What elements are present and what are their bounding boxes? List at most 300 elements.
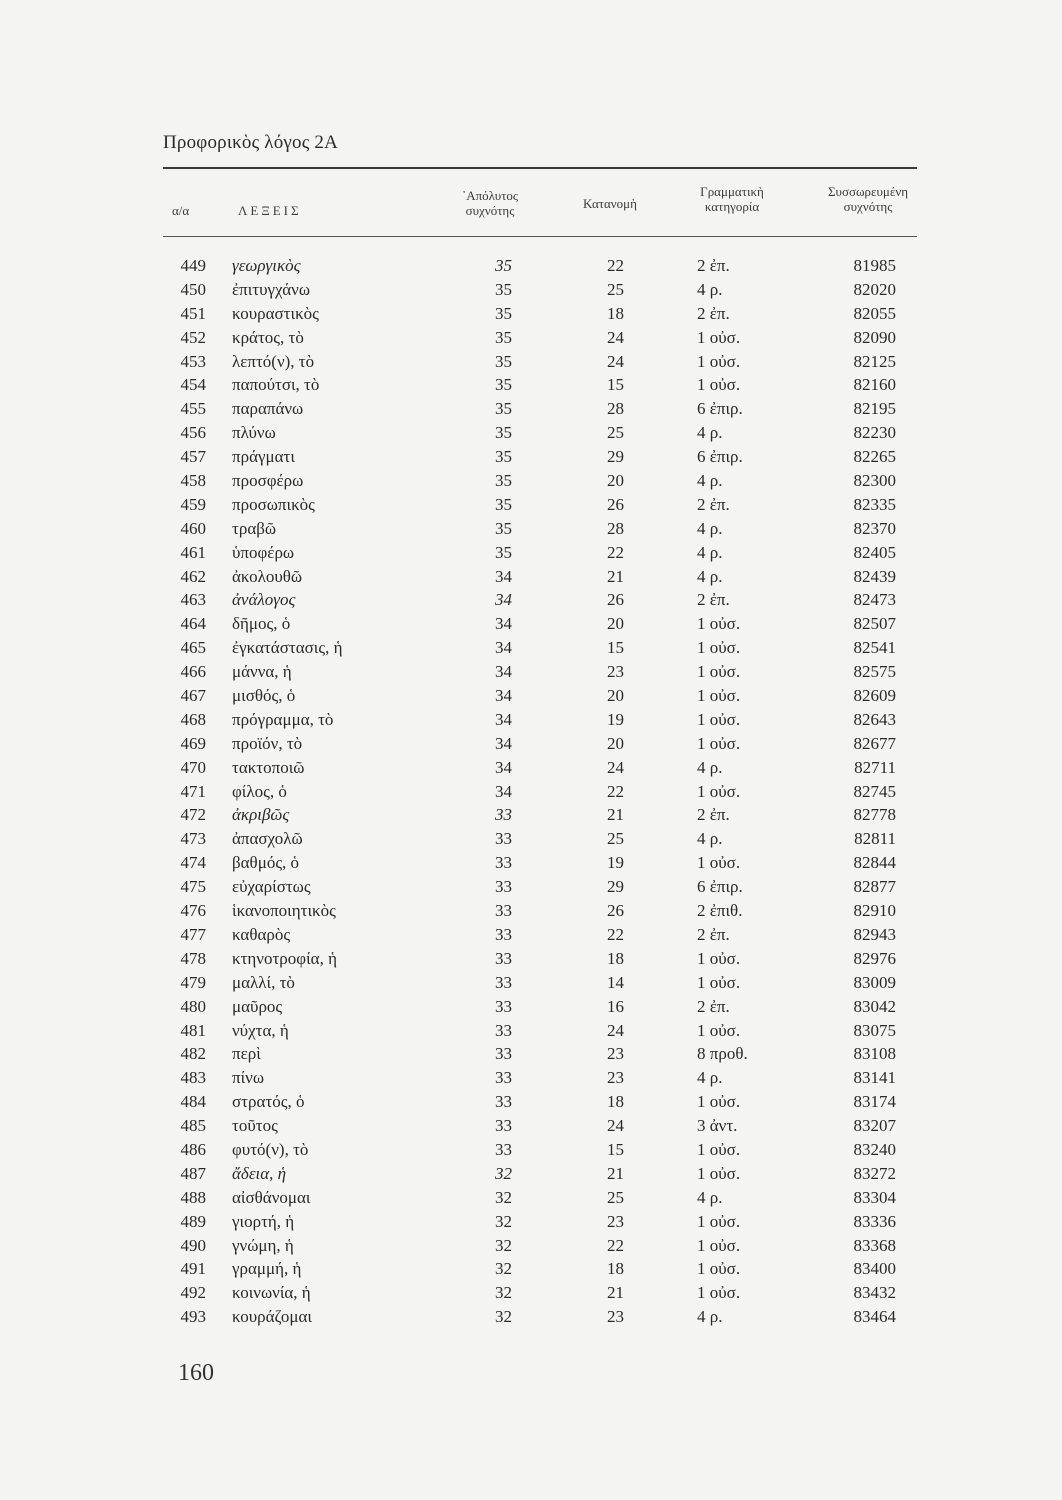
row-cumulative-frequency: 83304 — [853, 1187, 896, 1207]
row-absolute-frequency: 33 — [495, 901, 512, 921]
row-cumulative-frequency: 82160 — [853, 375, 896, 395]
table-row — [0, 638, 1062, 662]
table-row — [0, 662, 1062, 686]
row-index: 478 — [180, 948, 206, 968]
row-index: 462 — [180, 566, 206, 586]
header-grammatical-category-line2: κατηγορία — [704, 199, 760, 214]
row-absolute-frequency: 35 — [495, 518, 512, 538]
table-row — [0, 1164, 1062, 1188]
table-row — [0, 1259, 1062, 1283]
row-distribution: 16 — [607, 996, 624, 1016]
row-absolute-frequency: 35 — [495, 327, 512, 347]
row-absolute-frequency: 32 — [495, 1211, 512, 1231]
row-index: 475 — [180, 877, 206, 897]
row-index: 456 — [180, 423, 206, 443]
row-distribution: 21 — [607, 1163, 624, 1183]
table-row — [0, 567, 1062, 591]
row-cumulative-frequency: 83174 — [853, 1092, 896, 1112]
row-grammatical-category: 4 ρ. — [697, 757, 723, 777]
row-cumulative-frequency: 82541 — [853, 638, 896, 658]
table-row — [0, 375, 1062, 399]
table-row — [0, 1116, 1062, 1140]
row-grammatical-category: 1 οὐσ. — [697, 781, 741, 801]
row-distribution: 21 — [607, 1283, 624, 1303]
row-word: ὑποφέρω — [232, 542, 295, 562]
row-distribution: 23 — [607, 662, 624, 682]
row-grammatical-category: 6 ἐπιρ. — [697, 399, 743, 419]
row-cumulative-frequency: 82745 — [853, 781, 896, 801]
row-cumulative-frequency: 83400 — [853, 1259, 896, 1279]
header-cumulative-frequency — [808, 184, 928, 214]
row-absolute-frequency: 35 — [495, 279, 512, 299]
row-grammatical-category: 1 οὐσ. — [697, 351, 741, 371]
row-cumulative-frequency: 82711 — [854, 757, 896, 777]
row-index: 487 — [180, 1163, 206, 1183]
table-row — [0, 925, 1062, 949]
row-grammatical-category: 1 οὐσ. — [697, 972, 741, 992]
table-row — [0, 1021, 1062, 1045]
row-distribution: 22 — [607, 1235, 624, 1255]
row-cumulative-frequency: 82943 — [853, 924, 896, 944]
table-row — [0, 1236, 1062, 1260]
row-distribution: 21 — [607, 566, 624, 586]
row-word: κοινωνία, ἡ — [232, 1283, 311, 1303]
row-cumulative-frequency: 82090 — [853, 327, 896, 347]
row-grammatical-category: 1 οὐσ. — [697, 1092, 741, 1112]
row-distribution: 18 — [607, 948, 624, 968]
row-grammatical-category: 1 οὐσ. — [697, 948, 741, 968]
row-word: γεωργικὸς — [232, 256, 301, 275]
row-cumulative-frequency: 82677 — [853, 733, 896, 753]
row-grammatical-category: 2 ἐπ. — [697, 805, 730, 825]
row-word: πρόγραμμα, τὸ — [232, 709, 334, 729]
table-row — [0, 304, 1062, 328]
row-word: ἀκολουθῶ — [232, 566, 303, 586]
row-index: 453 — [180, 351, 206, 371]
row-distribution: 24 — [607, 351, 624, 371]
header-grammatical-category — [682, 184, 782, 214]
row-absolute-frequency: 33 — [495, 1068, 512, 1088]
header-absolute-frequency — [440, 188, 540, 218]
header-words: ΛΕΞΕΙΣ — [238, 203, 302, 218]
row-distribution: 23 — [607, 1068, 624, 1088]
row-cumulative-frequency: 82473 — [853, 590, 896, 610]
row-word: ἐγκατάστασις, ἡ — [232, 638, 343, 658]
row-index: 483 — [180, 1068, 206, 1088]
page-number: 160 — [178, 1360, 214, 1386]
row-word: κουραστικὸς — [232, 303, 319, 323]
row-word: δῆμος, ὁ — [232, 614, 291, 634]
row-absolute-frequency: 35 — [495, 471, 512, 491]
row-word: γνώμη, ἡ — [232, 1235, 294, 1255]
table-row — [0, 328, 1062, 352]
row-absolute-frequency: 34 — [495, 757, 512, 777]
table-row — [0, 686, 1062, 710]
row-cumulative-frequency: 83075 — [853, 1020, 896, 1040]
header-index: α/α — [172, 203, 190, 218]
row-absolute-frequency: 32 — [495, 1283, 512, 1303]
row-absolute-frequency: 33 — [495, 972, 512, 992]
table-row — [0, 901, 1062, 925]
row-index: 450 — [180, 279, 206, 299]
row-cumulative-frequency: 82300 — [853, 471, 896, 491]
row-index: 485 — [180, 1116, 206, 1136]
table-row — [0, 734, 1062, 758]
row-grammatical-category: 1 οὐσ. — [697, 1259, 741, 1279]
table-row — [0, 519, 1062, 543]
table-row — [0, 423, 1062, 447]
row-absolute-frequency: 33 — [495, 1044, 512, 1064]
row-index: 461 — [180, 542, 206, 562]
row-distribution: 25 — [607, 829, 624, 849]
table-row — [0, 973, 1062, 997]
row-word: τραβῶ — [232, 518, 277, 538]
row-grammatical-category: 4 ρ. — [697, 518, 723, 538]
row-word: μάννα, ἡ — [232, 662, 292, 682]
table-row — [0, 399, 1062, 423]
row-grammatical-category: 1 οὐσ. — [697, 853, 741, 873]
row-word: γραμμή, ἡ — [232, 1259, 302, 1279]
row-word: ἐπιτυγχάνω — [232, 279, 311, 299]
row-grammatical-category: 2 ἐπ. — [697, 256, 730, 275]
row-index: 471 — [180, 781, 206, 801]
row-cumulative-frequency: 82877 — [853, 877, 896, 897]
row-index: 452 — [180, 327, 206, 347]
row-grammatical-category: 1 οὐσ. — [697, 1020, 741, 1040]
row-grammatical-category: 3 ἀντ. — [697, 1116, 738, 1136]
row-index: 464 — [180, 614, 206, 634]
row-distribution: 26 — [607, 590, 624, 610]
row-distribution: 25 — [607, 423, 624, 443]
row-absolute-frequency: 34 — [495, 566, 512, 586]
row-index: 466 — [180, 662, 206, 682]
row-absolute-frequency: 33 — [495, 948, 512, 968]
row-index: 473 — [180, 829, 206, 849]
row-distribution: 25 — [607, 1187, 624, 1207]
row-cumulative-frequency: 82507 — [853, 614, 896, 634]
row-word: παραπάνω — [232, 399, 304, 419]
row-word: κουράζομαι — [232, 1307, 313, 1327]
row-index: 470 — [180, 757, 206, 777]
row-absolute-frequency: 34 — [495, 781, 512, 801]
header-distribution: Κατανομὴ — [583, 196, 637, 211]
row-cumulative-frequency: 82230 — [853, 423, 896, 443]
row-absolute-frequency: 34 — [495, 733, 512, 753]
row-index: 482 — [180, 1044, 206, 1064]
table-row — [0, 829, 1062, 853]
row-grammatical-category: 2 ἐπιθ. — [697, 901, 743, 921]
row-grammatical-category: 1 οὐσ. — [697, 327, 741, 347]
row-distribution: 18 — [607, 303, 624, 323]
row-cumulative-frequency: 82609 — [853, 686, 896, 706]
row-index: 490 — [180, 1235, 206, 1255]
row-cumulative-frequency: 81985 — [853, 256, 896, 275]
table-row — [0, 1283, 1062, 1307]
row-distribution: 19 — [607, 853, 624, 873]
row-index: 463 — [180, 590, 206, 610]
row-word: μαῦρος — [232, 996, 283, 1016]
row-cumulative-frequency: 82020 — [853, 279, 896, 299]
table-row — [0, 590, 1062, 614]
row-distribution: 15 — [607, 638, 624, 658]
row-cumulative-frequency: 83368 — [853, 1235, 896, 1255]
row-absolute-frequency: 33 — [495, 829, 512, 849]
row-distribution: 23 — [607, 1307, 624, 1327]
row-grammatical-category: 1 οὐσ. — [697, 686, 741, 706]
row-word: φίλος, ὁ — [232, 781, 287, 801]
row-grammatical-category: 4 ρ. — [697, 1068, 723, 1088]
row-absolute-frequency: 32 — [495, 1187, 512, 1207]
row-distribution: 20 — [607, 733, 624, 753]
row-word: λεπτό(ν), τὸ — [232, 351, 315, 371]
row-index: 458 — [180, 471, 206, 491]
header-cumulative-frequency-line1: Συσσωρευμένη — [827, 184, 909, 199]
row-cumulative-frequency: 82910 — [853, 901, 896, 921]
row-distribution: 20 — [607, 686, 624, 706]
row-grammatical-category: 4 ρ. — [697, 279, 723, 299]
word-table — [0, 256, 1062, 1331]
row-cumulative-frequency: 82811 — [854, 829, 896, 849]
row-absolute-frequency: 35 — [495, 256, 512, 275]
row-grammatical-category: 1 οὐσ. — [697, 1163, 741, 1183]
row-index: 455 — [180, 399, 206, 419]
table-row — [0, 997, 1062, 1021]
row-index: 477 — [180, 924, 206, 944]
row-word: στρατός, ὁ — [232, 1092, 305, 1112]
row-absolute-frequency: 33 — [495, 1116, 512, 1136]
row-grammatical-category: 4 ρ. — [697, 1307, 723, 1327]
row-index: 474 — [180, 853, 206, 873]
row-distribution: 28 — [607, 518, 624, 538]
row-index: 486 — [180, 1139, 206, 1159]
row-cumulative-frequency: 82265 — [853, 447, 896, 467]
table-row — [0, 1307, 1062, 1331]
row-cumulative-frequency: 83207 — [853, 1116, 896, 1136]
row-distribution: 21 — [607, 805, 624, 825]
row-grammatical-category: 1 οὐσ. — [697, 1283, 741, 1303]
row-absolute-frequency: 33 — [495, 924, 512, 944]
row-index: 459 — [180, 494, 206, 514]
row-grammatical-category: 4 ρ. — [697, 423, 723, 443]
row-absolute-frequency: 34 — [495, 590, 512, 610]
row-absolute-frequency: 34 — [495, 638, 512, 658]
row-cumulative-frequency: 83432 — [853, 1283, 896, 1303]
row-absolute-frequency: 33 — [495, 877, 512, 897]
row-absolute-frequency: 33 — [495, 996, 512, 1016]
row-cumulative-frequency: 83009 — [853, 972, 896, 992]
row-index: 472 — [180, 805, 206, 825]
row-index: 467 — [180, 686, 206, 706]
table-row — [0, 495, 1062, 519]
row-grammatical-category: 1 οὐσ. — [697, 709, 741, 729]
row-cumulative-frequency: 82125 — [853, 351, 896, 371]
header-grammatical-category-line1: Γραμματικὴ — [700, 184, 764, 199]
row-word: προσωπικὸς — [232, 494, 315, 514]
table-row — [0, 280, 1062, 304]
table-row — [0, 471, 1062, 495]
row-distribution: 19 — [607, 709, 624, 729]
header-absolute-frequency-line1: ᾿Απόλυτος — [461, 188, 519, 203]
row-index: 449 — [180, 256, 206, 275]
row-word: κτηνοτροφία, ἡ — [232, 948, 337, 968]
row-grammatical-category: 4 ρ. — [697, 829, 723, 849]
row-word: εὐχαρίστως — [232, 877, 311, 897]
table-row — [0, 877, 1062, 901]
row-index: 479 — [180, 972, 206, 992]
row-distribution: 24 — [607, 327, 624, 347]
table-row — [0, 1212, 1062, 1236]
row-index: 480 — [180, 996, 206, 1016]
table-row — [0, 256, 1062, 280]
row-word: γιορτή, ἡ — [232, 1211, 295, 1231]
row-word: ἀνάλογος — [232, 590, 296, 610]
table-row — [0, 1092, 1062, 1116]
header-bottom-rule — [163, 236, 917, 237]
row-absolute-frequency: 35 — [495, 494, 512, 514]
row-word: ἱκανοποιητικὸς — [232, 901, 336, 921]
row-absolute-frequency: 35 — [495, 447, 512, 467]
row-index: 491 — [180, 1259, 206, 1279]
table-row — [0, 758, 1062, 782]
table-row — [0, 782, 1062, 806]
row-grammatical-category: 1 οὐσ. — [697, 1139, 741, 1159]
page-title: Προφορικὸς λόγος 2Α — [163, 132, 339, 153]
row-cumulative-frequency: 82405 — [853, 542, 896, 562]
row-distribution: 24 — [607, 1116, 624, 1136]
row-grammatical-category: 2 ἐπ. — [697, 996, 730, 1016]
row-index: 469 — [180, 733, 206, 753]
row-cumulative-frequency: 83042 — [853, 996, 896, 1016]
row-grammatical-category: 1 οὐσ. — [697, 733, 741, 753]
row-index: 468 — [180, 709, 206, 729]
row-distribution: 22 — [607, 781, 624, 801]
row-absolute-frequency: 32 — [495, 1235, 512, 1255]
row-word: πλύνω — [232, 423, 276, 443]
row-grammatical-category: 4 ρ. — [697, 566, 723, 586]
row-grammatical-category: 6 ἐπιρ. — [697, 447, 743, 467]
row-grammatical-category: 1 οὐσ. — [697, 638, 741, 658]
row-grammatical-category: 1 οὐσ. — [697, 1235, 741, 1255]
row-cumulative-frequency: 83272 — [853, 1163, 896, 1183]
header-absolute-frequency-line2: συχνότης — [465, 203, 515, 218]
row-cumulative-frequency: 82575 — [853, 662, 896, 682]
row-absolute-frequency: 32 — [495, 1163, 512, 1183]
row-cumulative-frequency: 83336 — [853, 1211, 896, 1231]
row-word: μαλλί, τὸ — [232, 972, 295, 992]
row-absolute-frequency: 33 — [495, 1020, 512, 1040]
row-word: παπούτσι, τὸ — [232, 375, 320, 395]
row-index: 489 — [180, 1211, 206, 1231]
row-absolute-frequency: 33 — [495, 1092, 512, 1112]
table-row — [0, 949, 1062, 973]
table-row — [0, 352, 1062, 376]
row-distribution: 28 — [607, 399, 624, 419]
row-absolute-frequency: 32 — [495, 1307, 512, 1327]
row-cumulative-frequency: 82055 — [853, 303, 896, 323]
header-cumulative-frequency-line2: συχνότης — [843, 199, 893, 214]
row-index: 493 — [180, 1307, 206, 1327]
row-absolute-frequency: 34 — [495, 709, 512, 729]
row-index: 476 — [180, 901, 206, 921]
row-distribution: 18 — [607, 1259, 624, 1279]
row-cumulative-frequency: 82370 — [853, 518, 896, 538]
row-index: 451 — [180, 303, 206, 323]
row-word: καθαρὸς — [232, 924, 291, 944]
row-absolute-frequency: 35 — [495, 542, 512, 562]
row-absolute-frequency: 33 — [495, 805, 512, 825]
row-grammatical-category: 2 ἐπ. — [697, 590, 730, 610]
table-row — [0, 614, 1062, 638]
row-grammatical-category: 8 προθ. — [697, 1044, 748, 1064]
row-index: 454 — [180, 375, 206, 395]
row-distribution: 20 — [607, 614, 624, 634]
row-grammatical-category: 4 ρ. — [697, 1187, 723, 1207]
row-word: κράτος, τὸ — [232, 327, 304, 347]
row-cumulative-frequency: 82844 — [853, 853, 896, 873]
row-distribution: 29 — [607, 877, 624, 897]
row-index: 492 — [180, 1283, 206, 1303]
row-index: 460 — [180, 518, 206, 538]
row-absolute-frequency: 35 — [495, 423, 512, 443]
table-row — [0, 1044, 1062, 1068]
row-distribution: 24 — [607, 1020, 624, 1040]
row-word: προϊόν, τὸ — [232, 733, 303, 753]
row-grammatical-category: 2 ἐπ. — [697, 924, 730, 944]
row-absolute-frequency: 35 — [495, 351, 512, 371]
row-word: ἄδεια, ἡ — [232, 1163, 287, 1183]
row-cumulative-frequency: 83240 — [853, 1139, 896, 1159]
table-row — [0, 710, 1062, 734]
row-cumulative-frequency: 83108 — [853, 1044, 896, 1064]
row-distribution: 15 — [607, 375, 624, 395]
row-index: 457 — [180, 447, 206, 467]
row-word: προσφέρω — [232, 471, 304, 491]
row-word: τοῦτος — [232, 1116, 278, 1136]
row-grammatical-category: 6 ἐπιρ. — [697, 877, 743, 897]
table-row — [0, 1188, 1062, 1212]
row-distribution: 20 — [607, 471, 624, 491]
row-distribution: 23 — [607, 1211, 624, 1231]
row-word: περὶ — [232, 1044, 261, 1064]
row-word: πίνω — [232, 1068, 265, 1088]
row-word: ἀκριβῶς — [232, 805, 290, 825]
row-absolute-frequency: 33 — [495, 853, 512, 873]
row-grammatical-category: 2 ἐπ. — [697, 494, 730, 514]
row-absolute-frequency: 35 — [495, 399, 512, 419]
row-absolute-frequency: 35 — [495, 303, 512, 323]
row-grammatical-category: 1 οὐσ. — [697, 614, 741, 634]
row-cumulative-frequency: 83141 — [853, 1068, 896, 1088]
row-distribution: 22 — [607, 542, 624, 562]
row-distribution: 23 — [607, 1044, 624, 1064]
header-top-rule — [163, 167, 917, 169]
row-grammatical-category: 4 ρ. — [697, 471, 723, 491]
row-cumulative-frequency: 82439 — [853, 566, 896, 586]
table-row — [0, 853, 1062, 877]
row-cumulative-frequency: 83464 — [853, 1307, 896, 1327]
row-grammatical-category: 4 ρ. — [697, 542, 723, 562]
row-absolute-frequency: 34 — [495, 686, 512, 706]
row-word: μισθός, ὁ — [232, 686, 296, 706]
table-row — [0, 1140, 1062, 1164]
row-distribution: 14 — [607, 972, 624, 992]
row-distribution: 15 — [607, 1139, 624, 1159]
row-cumulative-frequency: 82195 — [853, 399, 896, 419]
row-distribution: 25 — [607, 279, 624, 299]
row-absolute-frequency: 34 — [495, 662, 512, 682]
row-distribution: 26 — [607, 901, 624, 921]
row-index: 488 — [180, 1187, 206, 1207]
